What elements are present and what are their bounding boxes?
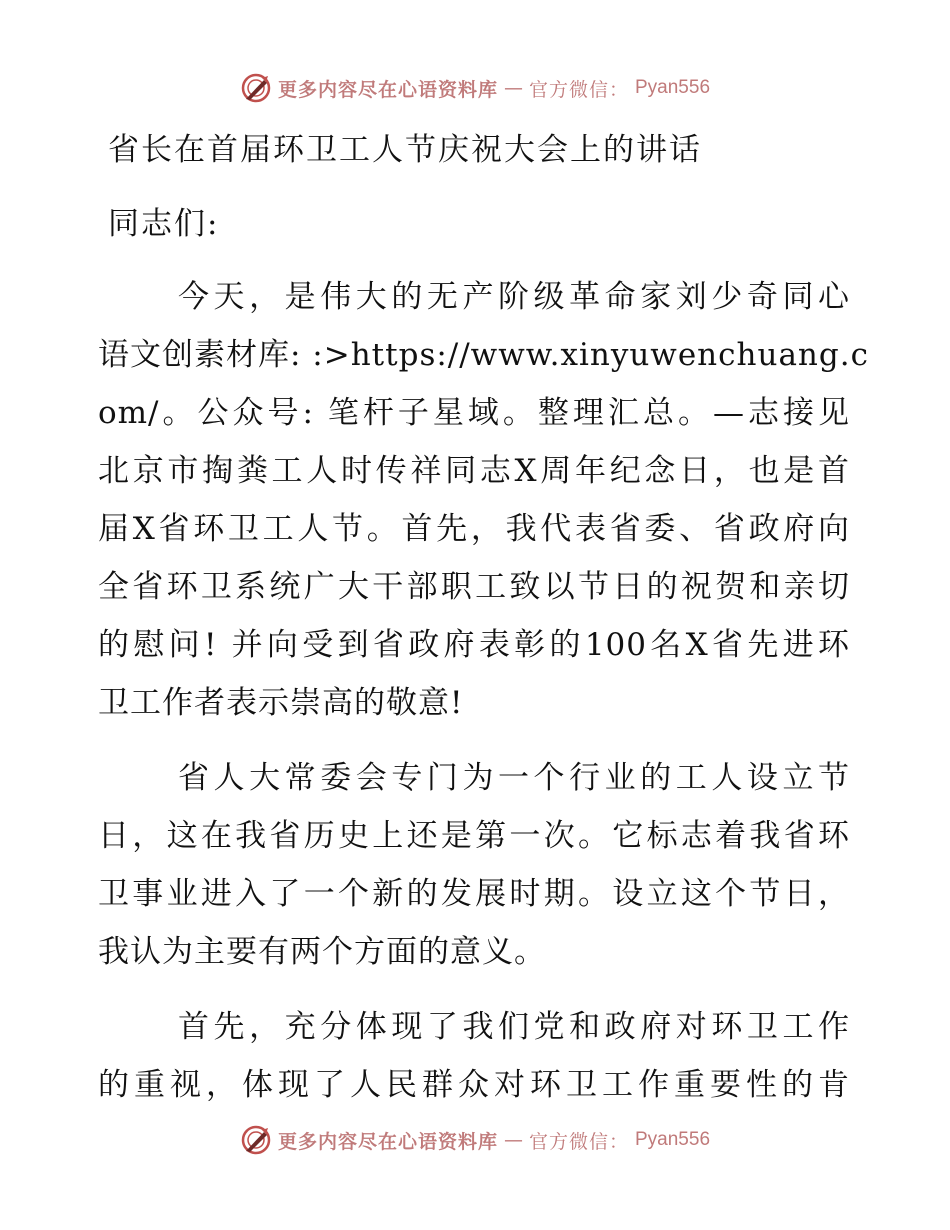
text-line: 今天，是伟大的无产阶级革命家刘少奇同心 bbox=[178, 279, 850, 315]
watermark-sub-text: 官方微信： bbox=[528, 78, 629, 101]
paragraph-2 bbox=[98, 749, 850, 981]
text-line: 的重视，体现了人民群众对环卫工作重要性的肯 bbox=[98, 1067, 850, 1103]
text-line: om/。公众号: 笔杆子星域。整理汇总。—志接见 bbox=[98, 395, 850, 431]
text-line: 北京市掏粪工人时传祥同志X周年纪念日，也是首 bbox=[98, 453, 850, 489]
quill-logo-icon bbox=[240, 1124, 272, 1156]
text-line: 首先，充分体现了我们党和政府对环卫工作 bbox=[178, 1009, 850, 1045]
text-line: 日，这在我省历史上还是第一次。它标志着我省环 bbox=[98, 818, 850, 854]
watermark-wechat-id: Pyan556 bbox=[635, 77, 711, 98]
footer-watermark bbox=[0, 1124, 950, 1156]
watermark-main-text: 更多内容尽在心语资料库 bbox=[277, 78, 498, 101]
watermark-dash: — bbox=[503, 77, 523, 99]
watermark-main-text: 更多内容尽在心语资料库 bbox=[277, 1130, 498, 1153]
paragraph-1 bbox=[98, 268, 869, 732]
quill-logo-icon bbox=[240, 72, 272, 104]
text-line: 我认为主要有两个方面的意义。 bbox=[98, 934, 546, 970]
text-line: 卫工作者表示崇高的敬意! bbox=[98, 685, 464, 721]
document-body bbox=[98, 268, 869, 1131]
paragraph-3 bbox=[98, 998, 850, 1114]
watermark-dash: — bbox=[503, 1129, 523, 1151]
text-line: 语文创素材库: :>https://www.xinyuwenchuang.c bbox=[98, 337, 869, 373]
text-line: 全省环卫系统广大干部职工致以节日的祝贺和亲切 bbox=[98, 569, 850, 605]
salutation: 同志们: bbox=[108, 206, 220, 242]
text-line: 的慰问! 并向受到省政府表彰的100名X省先进环 bbox=[98, 627, 850, 663]
text-line: 省人大常委会专门为一个行业的工人设立节 bbox=[178, 760, 850, 796]
header-watermark bbox=[0, 72, 950, 104]
text-line: 卫事业进入了一个新的发展时期。设立这个节日， bbox=[98, 876, 850, 912]
watermark-wechat-id: Pyan556 bbox=[635, 1129, 711, 1150]
text-line: 届X省环卫工人节。首先，我代表省委、省政府向 bbox=[98, 511, 850, 547]
watermark-sub-text: 官方微信： bbox=[528, 1130, 629, 1153]
document-title: 省长在首届环卫工人节庆祝大会上的讲话 bbox=[108, 132, 702, 168]
